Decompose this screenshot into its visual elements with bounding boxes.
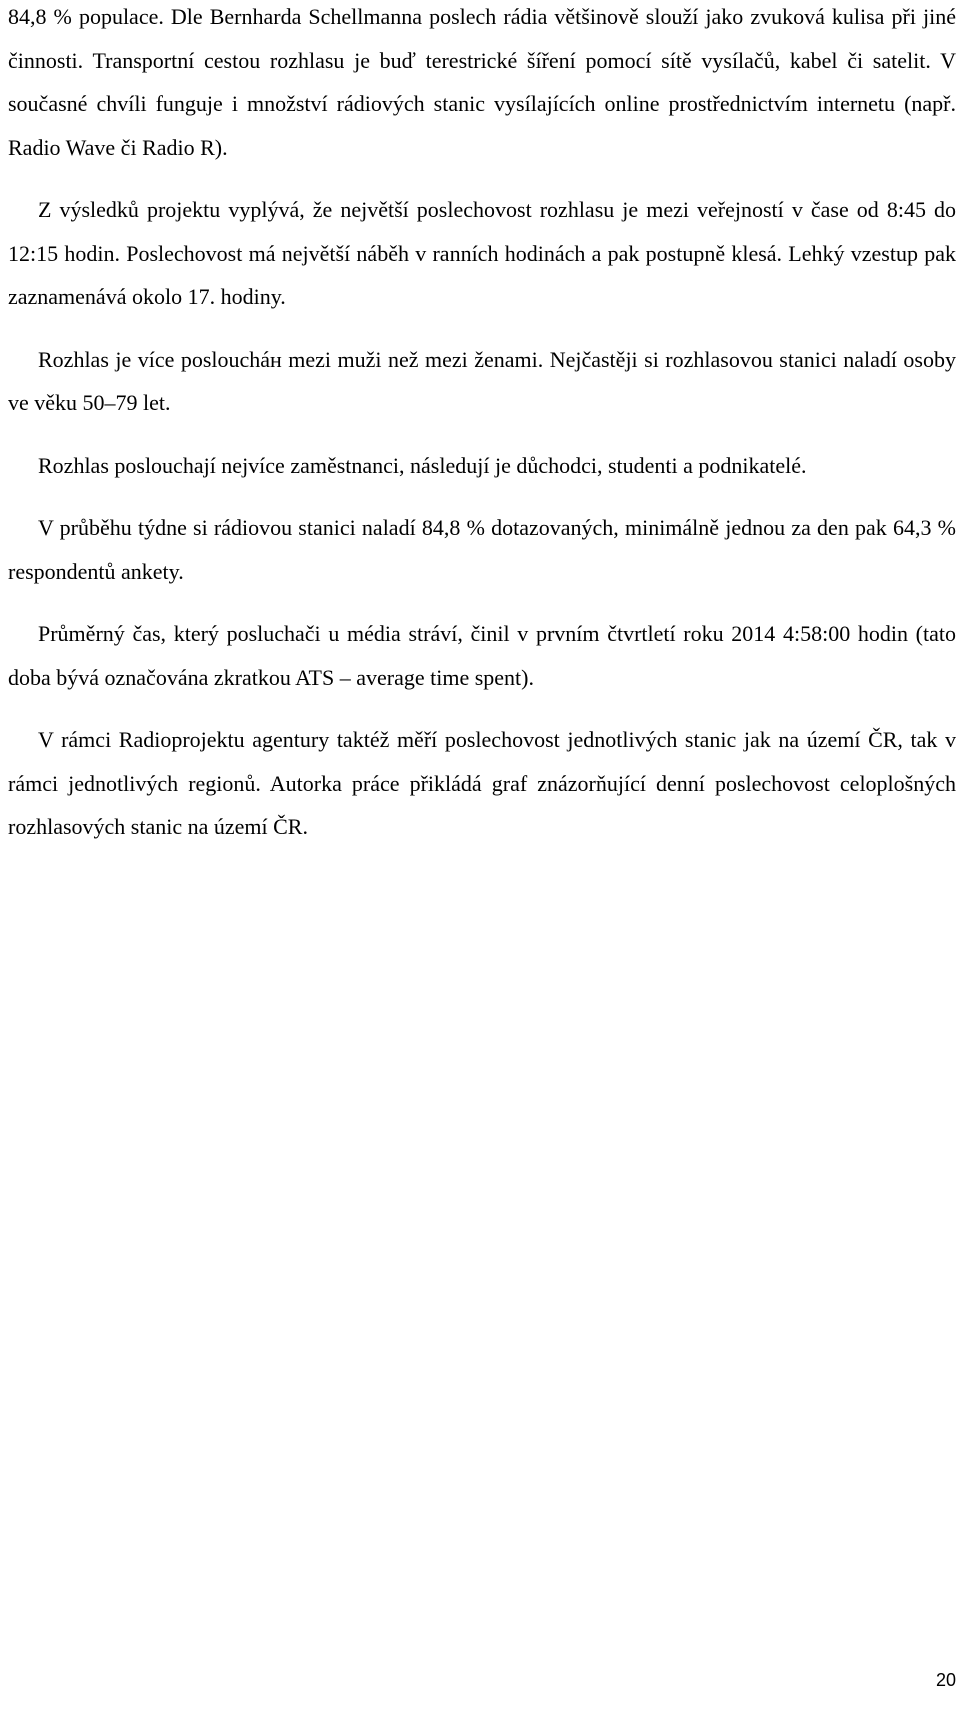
document-page [8, 0, 956, 1736]
paragraph-peak-listening: Z výsledků projektu vyplývá, že největší poslechovost rozhlasu je mezi veřejností v čase od 8:45 do 12:15 hodin. Poslechovost má největší náběh v ranních hodinách a pak postupně klesá. Lehký vzestup pak zaznamenává okolo 17. hodiny. [8, 197, 956, 309]
paragraph-radio-distribution: 84,8 % populace. Dle Bernharda Schellmanna poslech rádia většinově slouží jako zvuková kulisa při jiné činnosti. Transportní cestou rozhlasu je buď terestrické šíření pomocí sítě vysílačů, kabel či satelit. V současné chvíli funguje i množství rádiových stanic vysílajících online prostřednictvím internetu (např. Radio Wave či Radio R). [8, 4, 956, 160]
paragraph-gender-age: Rozhlas je více posloucháн mezi muži než mezi ženami. Nejčastěji si rozhlasovou stanici naladí osoby ve věku 50–79 let. [8, 346, 956, 415]
paragraph-weekly-reach: V průběhu týdne si rádiovou stanici naladí 84,8 % dotazovaných, minimálně jednou za den pak 64,3 % respondentů ankety. [8, 515, 956, 584]
paragraph-average-time: Průměrný čas, který posluchači u média stráví, činil v prvním čtvrtletí roku 2014 4:58:00 hodin (tato doba bývá označována zkratkou ATS – average time spent). [8, 621, 956, 690]
page-number: 20 [935, 1670, 956, 1690]
document-body [8, 0, 956, 868]
paragraph-occupation: Rozhlas poslouchají nejvíce zaměstnanci, následují je důchodci, studenti a podnikatelé. [38, 452, 807, 478]
paragraph-station-listening: V rámci Radioprojektu agentury taktéž měří poslechovost jednotlivých stanic jak na území ČR, tak v rámci jednotlivých regionů. Autorka práce přikládá graf znázorňující denní poslechovost celoplošných rozhlasových stanic na území ČR. [8, 727, 956, 839]
